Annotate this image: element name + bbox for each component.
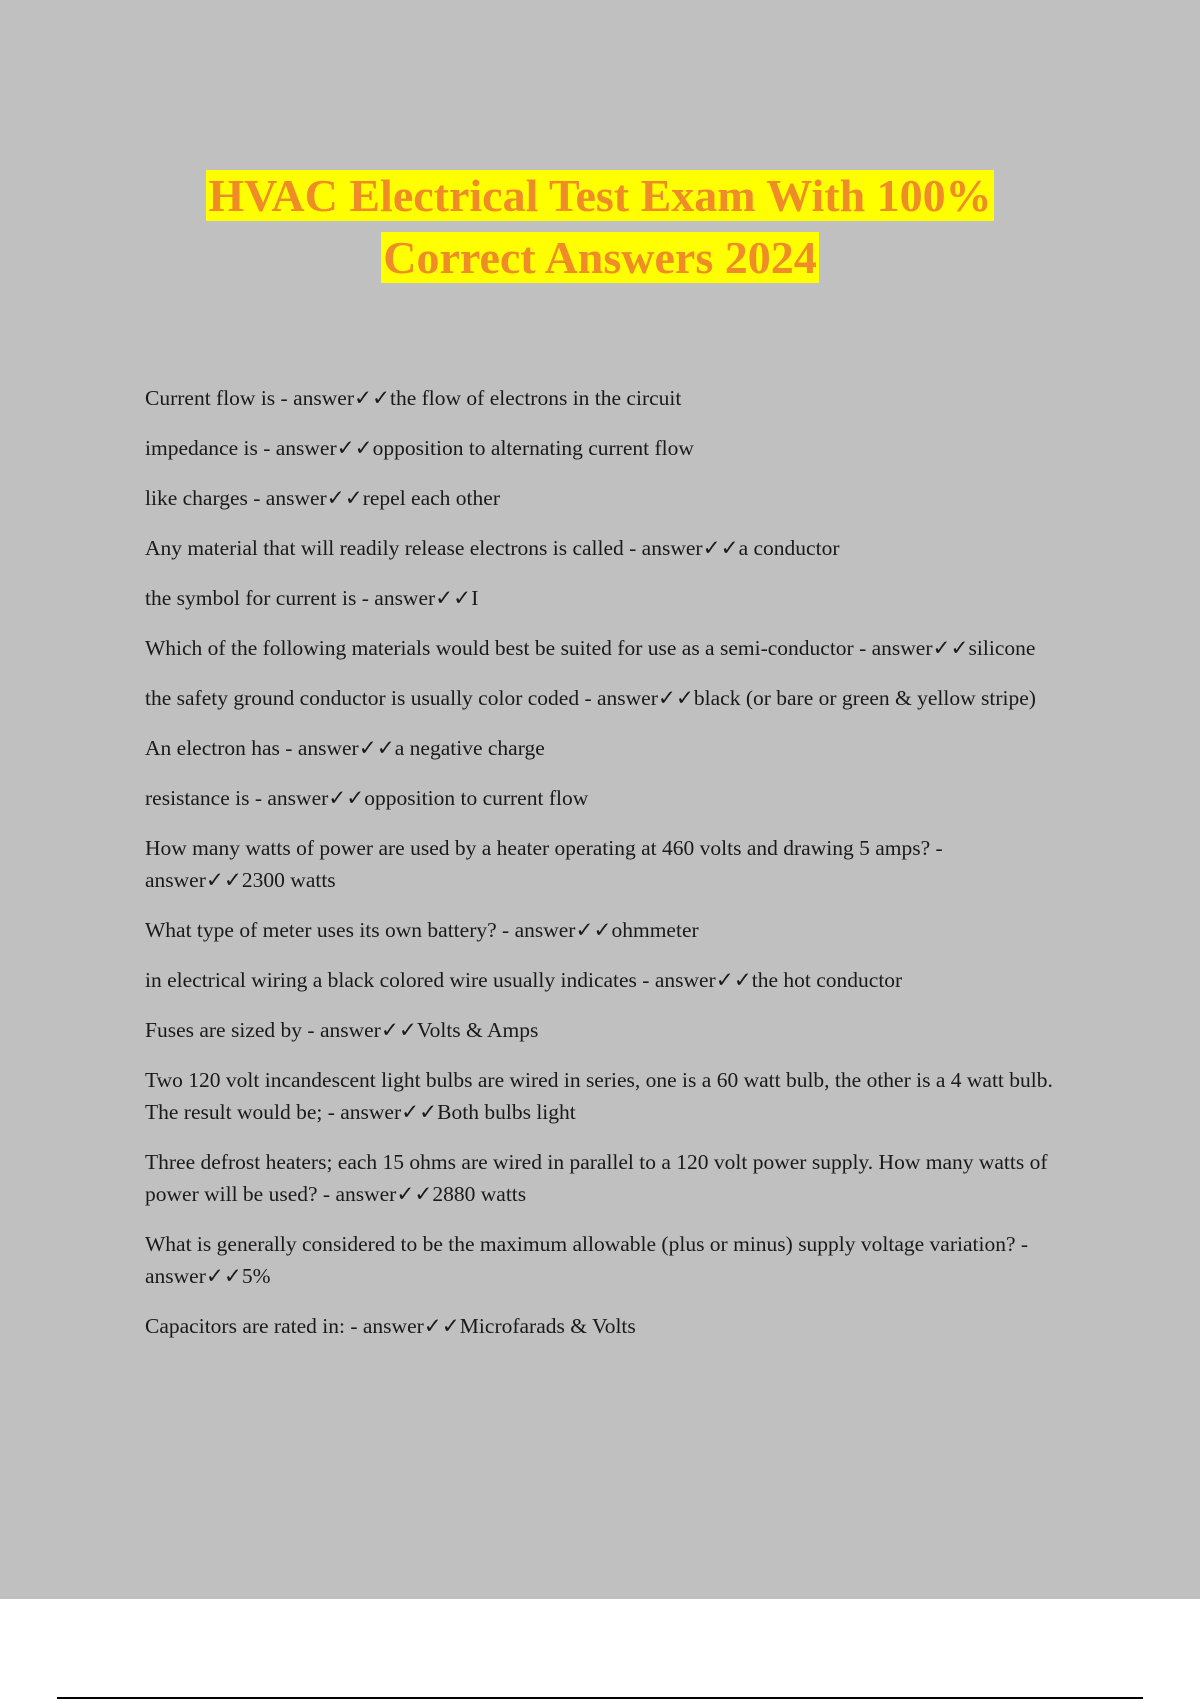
qa-item: An electron has - answer✓✓a negative charge — [145, 736, 545, 760]
qa-item: Three defrost heaters; each 15 ohms are wired in parallel to a 120 volt power supply. How many watts of power will be used? - answer✓✓2880 watts — [145, 1150, 1048, 1206]
qa-item: Two 120 volt incandescent light bulbs are wired in series, one is a 60 watt bulb, the other is a 4 watt bulb. The result would be; - answer✓✓Both bulbs light — [145, 1068, 1053, 1124]
qa-item: impedance is - answer✓✓opposition to alternating current flow — [145, 436, 694, 460]
qa-item: Fuses are sized by - answer✓✓Volts & Amps — [145, 1018, 539, 1042]
qa-list — [145, 382, 1085, 1360]
qa-item: Current flow is - answer✓✓the flow of electrons in the circuit — [145, 386, 682, 410]
qa-item: Capacitors are rated in: - answer✓✓Microfarads & Volts — [145, 1314, 636, 1338]
qa-item: How many watts of power are used by a heater operating at 460 volts and drawing 5 amps? - answer✓✓2300 watts — [145, 836, 943, 892]
title-line-2: Correct Answers 2024 — [383, 232, 817, 283]
qa-item: Which of the following materials would best be suited for use as a semi-conductor - answer✓✓silicone — [145, 636, 1036, 660]
qa-item: resistance is - answer✓✓opposition to current flow — [145, 786, 589, 810]
qa-item: Any material that will readily release electrons is called - answer✓✓a conductor — [145, 536, 840, 560]
page-title — [0, 165, 1200, 289]
qa-item: the safety ground conductor is usually color coded - answer✓✓black (or bare or green & yellow stripe) — [145, 686, 1036, 710]
footer-divider — [57, 1697, 1143, 1699]
qa-item: the symbol for current is - answer✓✓I — [145, 586, 479, 610]
title-line-1: HVAC Electrical Test Exam With 100% — [208, 170, 992, 221]
qa-item: like charges - answer✓✓repel each other — [145, 486, 500, 510]
qa-item: in electrical wiring a black colored wire usually indicates - answer✓✓the hot conductor — [145, 968, 903, 992]
qa-item: What type of meter uses its own battery? - answer✓✓ohmmeter — [145, 918, 699, 942]
qa-item: What is generally considered to be the maximum allowable (plus or minus) supply voltage variation? - answer✓✓5% — [145, 1232, 1029, 1288]
